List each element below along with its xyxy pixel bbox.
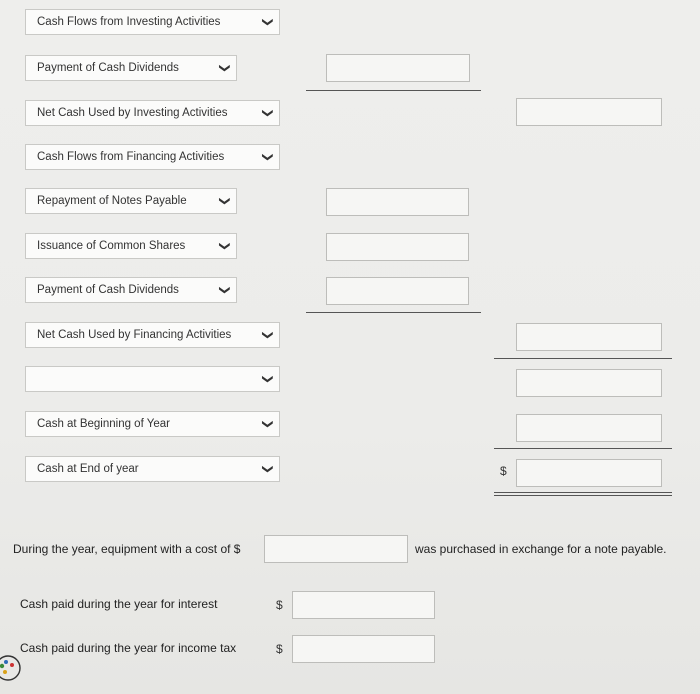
select-label: Cash at Beginning of Year <box>37 418 170 430</box>
repayment-notes-input[interactable] <box>326 188 469 216</box>
payment-dividends-2-input[interactable] <box>326 277 469 305</box>
chevron-down-icon: ❯ <box>218 284 232 296</box>
cash-beginning-input[interactable] <box>516 414 662 442</box>
equipment-prefix-text: During the year, equipment with a cost of $ <box>13 542 241 556</box>
chevron-down-icon: ❯ <box>261 107 275 119</box>
chevron-down-icon: ❯ <box>218 240 232 252</box>
chevron-down-icon: ❯ <box>261 418 275 430</box>
select-payment-dividends-2[interactable] <box>25 277 237 303</box>
select-cash-end[interactable] <box>25 456 280 482</box>
select-net-financing[interactable] <box>25 322 280 348</box>
select-financing-header[interactable] <box>25 144 280 170</box>
interest-input[interactable] <box>292 591 435 619</box>
chevron-down-icon: ❯ <box>218 195 232 207</box>
subtotal-rule <box>306 312 481 313</box>
chevron-down-icon: ❯ <box>261 463 275 475</box>
net-investing-input[interactable] <box>516 98 662 126</box>
dollar-sign: $ <box>500 464 507 478</box>
select-payment-dividends-1[interactable] <box>25 55 237 81</box>
cash-end-input[interactable] <box>516 459 662 487</box>
select-label: Payment of Cash Dividends <box>37 284 179 296</box>
chevron-down-icon: ❯ <box>261 373 275 385</box>
chevron-down-icon: ❯ <box>261 16 275 28</box>
select-label: Cash Flows from Financing Activities <box>37 151 225 163</box>
dollar-sign: $ <box>276 642 283 656</box>
total-double-rule <box>494 492 672 493</box>
dollar-sign: $ <box>276 598 283 612</box>
select-label: Issuance of Common Shares <box>37 240 186 252</box>
total-double-rule <box>494 495 672 496</box>
subtotal-rule <box>494 358 672 359</box>
subtotal-rule <box>306 90 481 91</box>
select-label: Payment of Cash Dividends <box>37 62 179 74</box>
select-repayment-notes[interactable] <box>25 188 237 214</box>
select-cash-beginning[interactable] <box>25 411 280 437</box>
payment-dividends-1-input[interactable] <box>326 54 470 82</box>
net-financing-input[interactable] <box>516 323 662 351</box>
select-investing-header[interactable] <box>25 9 280 35</box>
select-blank[interactable] <box>25 366 280 392</box>
equipment-suffix-text: was purchased in exchange for a note payable. <box>415 542 667 556</box>
select-label: Cash at End of year <box>37 463 139 475</box>
accessibility-icon[interactable] <box>0 646 24 686</box>
income-tax-label: Cash paid during the year for income tax <box>20 641 237 655</box>
income-tax-input[interactable] <box>292 635 435 663</box>
issuance-common-input[interactable] <box>326 233 469 261</box>
select-label: Net Cash Used by Financing Activities <box>37 329 232 341</box>
select-label: Net Cash Used by Investing Activities <box>37 107 228 119</box>
chevron-down-icon: ❯ <box>261 151 275 163</box>
select-net-investing[interactable] <box>25 100 280 126</box>
select-label: Repayment of Notes Payable <box>37 195 187 207</box>
blank-row-input[interactable] <box>516 369 662 397</box>
chevron-down-icon: ❯ <box>218 62 232 74</box>
select-issuance-common[interactable] <box>25 233 237 259</box>
chevron-down-icon: ❯ <box>261 329 275 341</box>
select-label: Cash Flows from Investing Activities <box>37 16 221 28</box>
subtotal-rule <box>494 448 672 449</box>
interest-label: Cash paid during the year for interest <box>20 597 218 611</box>
equipment-cost-input[interactable] <box>264 535 408 563</box>
